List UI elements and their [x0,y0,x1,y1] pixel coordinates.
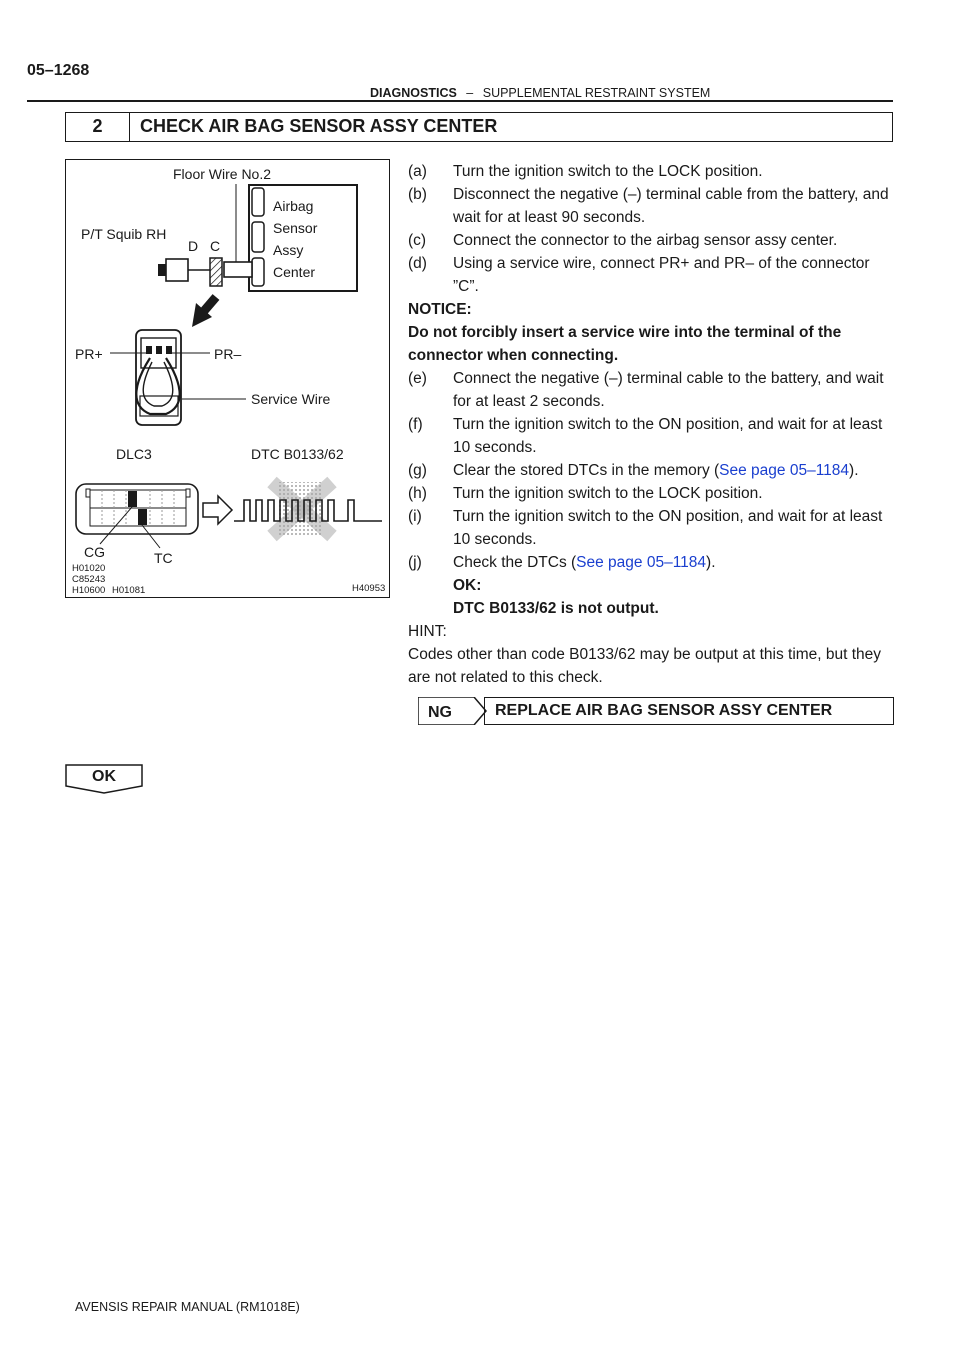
see-page-link-2[interactable]: See page 05–1184 [576,554,707,571]
ng-badge [418,697,484,725]
step-h: (h) Turn the ignition switch to the LOCK position. [408,485,763,502]
ok-label: OK [92,768,116,785]
section-subtitle: SUPPLEMENTAL RESTRAINT SYSTEM [482,86,711,100]
ng-action: REPLACE AIR BAG SENSOR ASSY CENTER [484,697,894,725]
footer-manual-id: AVENSIS REPAIR MANUAL (RM1018E) [75,1300,300,1314]
figure-code-1: H01020 [72,563,106,574]
label-sensor-line3: Assy [273,242,304,258]
page-number: 05–1268 [27,62,90,79]
figure-code-5: H40953 [352,583,386,594]
diagram-figure [65,159,390,598]
label-dlc3: DLC3 [116,446,152,462]
label-sensor-line1: Airbag [273,198,314,214]
ng-result-row [408,697,896,727]
result-arrow [203,496,232,524]
notice-title: NOTICE: [408,301,472,318]
label-connector-c: C [210,238,221,254]
label-cg: CG [84,544,105,560]
step-b: (b) Disconnect the negative (–) terminal cable from the battery, and wait for at least 90 seconds. [408,186,889,226]
label-sensor-line4: Center [273,264,316,280]
connector-c-closeup [110,330,246,425]
figure-code-3: H10600 [72,585,106,596]
figure-code-4: H01081 [112,585,146,596]
step-title: CHECK AIR BAG SENSOR ASSY CENTER [140,116,498,136]
label-pr-plus: PR+ [75,346,103,362]
label-floor-wire: Floor Wire No.2 [173,166,272,182]
label-sensor [273,195,317,283]
dlc3-connector [76,484,198,548]
step-c: (c) Connect the connector to the airbag sensor assy center. [408,232,838,249]
step-header [65,112,893,142]
label-tc: TC [154,550,173,566]
procedure-text [408,160,896,727]
section-title: DIAGNOSTICS [370,86,457,100]
dtc-waveform [234,482,382,536]
hint-text: Codes other than code B0133/62 may be output at this time, but they are not related to this check. [408,646,882,686]
hint-title: HINT: [408,623,447,640]
label-sensor-line2: Sensor [273,220,318,236]
label-pr-minus: PR– [214,346,242,362]
ng-label: NG [428,704,452,721]
ok-criteria-title: OK: [453,577,482,594]
step-g: (g) Clear the stored DTCs in the memory (See page 05–1184). [408,462,859,479]
insert-arrow [192,297,216,327]
step-d: (d) Using a service wire, connect PR+ and PR– of the connector ”C”. [408,255,870,295]
step-number: 2 [66,113,130,141]
connector-assembly [158,184,252,286]
step-f: (f) Turn the ignition switch to the ON position, and wait for at least 10 seconds. [408,416,883,456]
section-separator: – [466,86,474,100]
ok-criteria-text: DTC B0133/62 is not output. [453,600,659,617]
label-pt-squib: P/T Squib RH [81,226,167,242]
notice-text: Do not forcibly insert a service wire into the terminal of the connector when connecting. [408,324,842,364]
label-dtc: DTC B0133/62 [251,446,344,462]
header-rule [27,100,893,102]
step-e: (e) Connect the negative (–) terminal cable to the battery, and wait for at least 2 seconds. [408,370,884,410]
step-j: (j) Check the DTCs (See page 05–1184). [408,554,716,571]
step-a: (a) Turn the ignition switch to the LOCK position. [408,163,763,180]
step-i: (i) Turn the ignition switch to the ON position, and wait for at least 10 seconds. [408,508,883,548]
figure-code-2: C85243 [72,574,106,585]
section-header [370,86,710,100]
label-service-wire: Service Wire [251,391,331,407]
ok-result-tab [65,764,143,794]
see-page-link-1[interactable]: See page 05–1184 [719,462,850,479]
label-connector-d: D [188,238,199,254]
